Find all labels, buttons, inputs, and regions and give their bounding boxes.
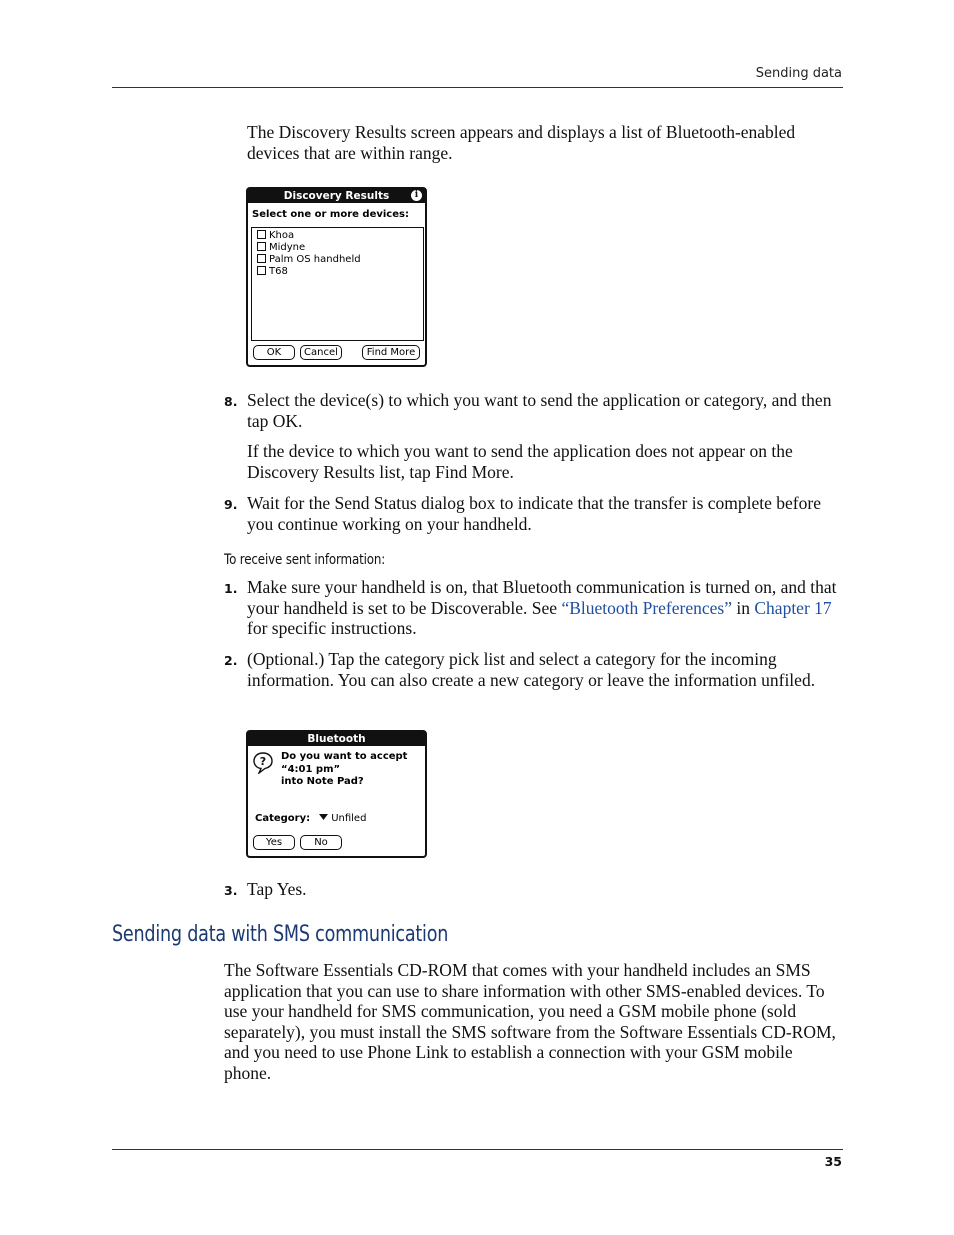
receive-step-3-text: Tap Yes. xyxy=(247,879,307,899)
header-rule xyxy=(112,87,843,88)
bluetooth-title-bar xyxy=(248,732,425,746)
dropdown-triangle-icon xyxy=(319,814,328,820)
receive-step-2-text: (Optional.) Tap the category pick list and select a category for the incoming information. You can also create a new category or leave the information unfiled. xyxy=(247,649,816,690)
discovery-results-screenshot xyxy=(246,187,427,367)
device-row: Khoa xyxy=(257,230,294,242)
step-8-text: Select the device(s) to which you want to send the application or category, and then tap OK. xyxy=(247,390,832,431)
cancel-button: Cancel xyxy=(300,345,342,360)
section-body: The Software Essentials CD-ROM that comes with your handheld includes an SMS application that you can use to share information with other SMS-enabled devices. To use your handheld for SMS communication, you need a GSM mobile phone (sold separately), you must install the SMS software from the Software Essentials CD-ROM, and you need to use Phone Link to establish a connection with your GSM mobile phone. xyxy=(224,960,836,1083)
section-heading: Sending data with SMS communication xyxy=(112,922,449,947)
device-list xyxy=(251,227,424,341)
receive-step-1-text: Make sure your handheld is on, that Bluetooth communication is turned on, and that your handheld is set to be Discoverable. See “Bluetooth Preferences” in Chapter 17 for specific instructions. xyxy=(247,577,837,638)
yes-button: Yes xyxy=(253,835,295,850)
footer-rule xyxy=(112,1149,843,1150)
device-row: Midyne xyxy=(257,242,305,254)
no-button: No xyxy=(300,835,342,850)
step-number: 2. xyxy=(224,653,238,668)
question-icon xyxy=(253,752,273,774)
discovery-title: Discovery Results xyxy=(283,190,390,202)
device-row: T68 xyxy=(257,266,288,278)
procedure-title: To receive sent information: xyxy=(224,552,386,568)
checkbox-icon xyxy=(257,230,266,239)
ok-button: OK xyxy=(253,345,295,360)
bluetooth-preferences-link[interactable]: “Bluetooth Preferences” xyxy=(561,597,732,618)
info-icon: i xyxy=(411,190,422,201)
device-row: Palm OS handheld xyxy=(257,254,361,266)
running-header: Sending data xyxy=(755,66,842,81)
step-number: 3. xyxy=(224,883,238,898)
step-9-text: Wait for the Send Status dialog box to indicate that the transfer is complete before you continue working on your handheld. xyxy=(247,493,821,534)
step-number: 9. xyxy=(224,497,238,512)
checkbox-icon xyxy=(257,254,266,263)
bluetooth-title: Bluetooth xyxy=(307,733,366,745)
bluetooth-question: Do you want to accept “4:01 pm” into Note Pad? xyxy=(281,751,408,787)
svg-text:?: ? xyxy=(259,755,267,768)
intro-paragraph: The Discovery Results screen appears and displays a list of Bluetooth-enabled devices that are within range. xyxy=(247,122,796,163)
page-number: 35 xyxy=(824,1154,842,1169)
step-8-note: If the device to which you want to send the application does not appear on the Discovery Results list, tap Find More. xyxy=(247,441,793,482)
discovery-title-bar xyxy=(248,189,425,203)
category-label: Category: xyxy=(255,813,311,824)
find-more-button: Find More xyxy=(362,345,420,360)
chapter-17-link[interactable]: Chapter 17 xyxy=(754,597,832,618)
bluetooth-dialog-screenshot xyxy=(246,730,427,858)
checkbox-icon xyxy=(257,266,266,275)
step-number: 1. xyxy=(224,581,238,596)
step-number: 8. xyxy=(224,394,238,409)
category-picker: Unfiled xyxy=(319,813,366,824)
discovery-prompt: Select one or more devices: xyxy=(252,209,409,220)
checkbox-icon xyxy=(257,242,266,251)
